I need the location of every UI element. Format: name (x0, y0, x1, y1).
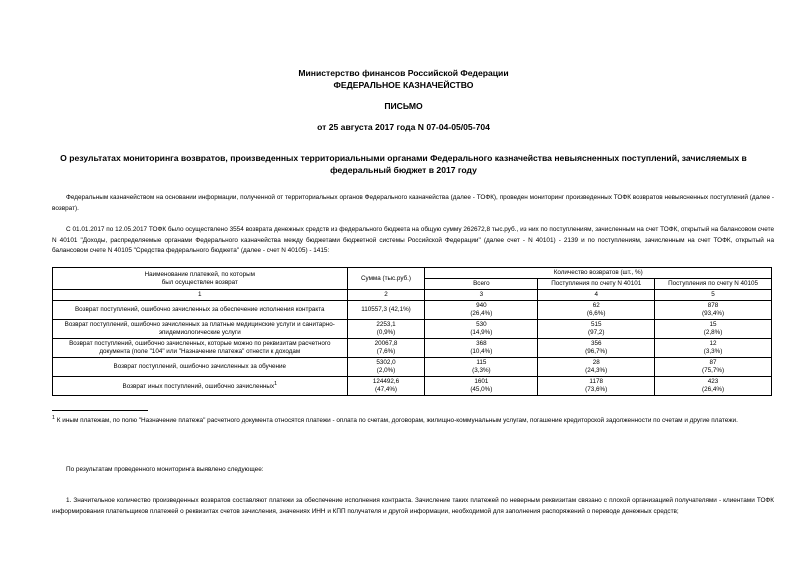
row-40101-value: 28 (592, 359, 600, 366)
row-sum-value: 5302,0 (376, 359, 396, 366)
header-treasury: ФЕДЕРАЛЬНОЕ КАЗНАЧЕЙСТВО (333, 80, 474, 90)
footnote-divider (52, 410, 148, 411)
row-40105-percent: (26,4%) (702, 386, 725, 393)
row-sum (347, 377, 425, 396)
row-total-percent: (26,4%) (470, 310, 493, 317)
row-total-percent: (10,4%) (470, 348, 493, 355)
doc-type: ПИСЬМО (384, 101, 423, 111)
row-40105 (655, 377, 772, 396)
row-total (425, 320, 538, 339)
table-numbers-row (53, 290, 772, 301)
col-header-sum: Сумма (тыс.руб.) (347, 268, 425, 290)
row-name: Возврат поступлений, ошибочно зачисленных, которые можно по реквизитам расчетного документа (поле "104" или "Назначение платежа" отнести к доходам (53, 339, 348, 358)
row-sum (347, 358, 425, 377)
row-40101-percent: (24,3%) (585, 367, 608, 374)
row-40101 (538, 377, 655, 396)
row-name: Возврат поступлений, ошибочно зачисленных за обучение (53, 358, 348, 377)
col-header-name-line1: Наименование платежей, по которым (144, 270, 255, 278)
row-total-value: 530 (476, 321, 487, 328)
row-40101-percent: (73,6%) (585, 386, 608, 393)
row-40105-value: 423 (707, 378, 719, 385)
col-header-40105: Поступления по счету N 40105 (655, 279, 772, 290)
row-40105 (655, 320, 772, 339)
row-40105-value: 15 (709, 321, 717, 328)
row-sum-value: 110557,3 (42,1%) (361, 306, 411, 313)
title-line-2: федеральный бюджет в 2017 году (330, 165, 477, 175)
row-40101 (538, 358, 655, 377)
title-line-1: О результатах мониторинга возвратов, произведенных территориальными органами Федерального казначейства невыясненных поступлений, зачисляемых в (60, 153, 747, 163)
row-sum-percent: (0,9%) (376, 329, 396, 336)
row-name-text: Возврат иных поступлений, ошибочно зачисленных (122, 383, 275, 391)
col-number: 1 (53, 290, 348, 301)
row-40105-percent: (93,4%) (702, 310, 725, 317)
col-number: 2 (347, 290, 425, 301)
row-40101-value: 515 (590, 321, 602, 328)
col-header-name (53, 268, 348, 290)
row-40105-value: 12 (709, 340, 717, 347)
row-sum-value: 124492,6 (372, 378, 400, 385)
row-40101-value: 356 (590, 340, 602, 347)
row-40101-percent: (6,6%) (586, 310, 606, 317)
row-total (425, 377, 538, 396)
row-name: Возврат поступлений, ошибочно зачисленных за обеспечение исполнения контракта (53, 301, 348, 320)
row-total-value: 115 (476, 359, 487, 366)
row-40101-value: 62 (592, 302, 600, 309)
row-total (425, 358, 538, 377)
footnote-mark: 1 (52, 415, 55, 421)
row-sum (347, 339, 425, 358)
row-total-percent: (45,0%) (470, 386, 493, 393)
col-header-total: Всего (425, 279, 538, 290)
row-40105 (655, 339, 772, 358)
col-number: 5 (655, 290, 772, 301)
paragraph-intro: Федеральным казначейством на основании информации, полученной от территориальных органов Федерального казначейства (далее - ТОФК), проведен мониторинг произведенных ТОФК возвратов невыясненных поступлений (далее - возврат). (52, 194, 774, 212)
row-40101-value: 1178 (589, 378, 603, 385)
row-total-value: 368 (476, 340, 487, 347)
row-total (425, 339, 538, 358)
col-number: 3 (425, 290, 538, 301)
footnote-ref[interactable]: 1 (274, 381, 278, 388)
row-40101-percent: (96,7%) (585, 348, 608, 355)
row-40105 (655, 358, 772, 377)
row-40105-percent: (75,7%) (702, 367, 725, 374)
footnote-text: К иным платежам, по полю "Назначение платежа" расчетного документа относятся платежи - оплата по счетам, договорам, жилищно-коммунальным услугам, погашение кредиторской задолженности по счетам и другие платежи. (56, 417, 738, 425)
row-sum-percent: (47,4%) (374, 386, 398, 393)
doc-date: от 25 августа 2017 года N 07-04-05/05-704 (317, 122, 490, 132)
footnote (52, 413, 774, 427)
row-sum-value: 20067,8 (374, 340, 398, 347)
row-40105-value: 878 (707, 302, 719, 309)
row-40105-percent: (3,3%) (703, 348, 723, 355)
row-40101 (538, 339, 655, 358)
returns-table (52, 267, 772, 396)
col-header-count: Количество возвратов (шт., %) (425, 268, 772, 279)
row-name: Возврат поступлений, ошибочно зачисленных за платные медицинские услуги и санитарно-эпидемиологические услуги (53, 320, 348, 339)
row-total-value: 940 (476, 302, 487, 309)
table-row (53, 301, 772, 320)
page-title (40, 152, 767, 176)
header-ministry: Министерство финансов Российской Федерации (298, 68, 509, 78)
table-row (53, 377, 772, 396)
col-header-name-line2: был осуществлен возврат (161, 278, 238, 286)
row-sum-percent: (2,0%) (376, 367, 396, 374)
row-40101 (538, 320, 655, 339)
row-40105-value: 87 (709, 359, 717, 366)
row-total (425, 301, 538, 320)
row-total-value: 1601 (474, 378, 489, 385)
table-row (53, 339, 772, 358)
row-40101 (538, 301, 655, 320)
row-sum (347, 320, 425, 339)
row-sum-percent: (7,6%) (376, 348, 396, 355)
table-row (53, 358, 772, 377)
results-intro: По результатам проведенного мониторинга выявлено следующее: (66, 466, 264, 473)
row-total-percent: (3,3%) (472, 367, 491, 374)
row-name (53, 377, 348, 396)
row-40105-percent: (2,8%) (703, 329, 723, 336)
row-sum-value: 2253,1 (376, 321, 396, 328)
row-40105 (655, 301, 772, 320)
row-40101-percent: (97,2) (587, 329, 605, 336)
col-header-40101: Поступления по счету N 40101 (538, 279, 655, 290)
paragraph-stats: С 01.01.2017 по 12.05.2017 ТОФК было осуществлено 3554 возврата денежных средств из федерального бюджета на общую сумму 262672,8 тыс.руб., из них по поступлениям, зачисленным на счет ТОФК, открытый на балансовом счете N 40101 "Доходы, распределяемые органами Федерального казначейства между бюджетами бюджетной системы Российской Федерации" (далее счет - N 40101) - 2139 и по поступлениям, зачисленным на счет ТОФК, открытый на балансовом счете N 40105 "Средства федерального бюджета" (далее - счет N 40105) - 1415: (52, 226, 774, 254)
row-sum (347, 301, 425, 320)
table-header-row (53, 268, 772, 279)
col-number: 4 (538, 290, 655, 301)
row-total-percent: (14,9%) (470, 329, 493, 336)
result-item-1: 1. Значительное количество произведенных возвратов составляют платежи за обеспечение исполнения контракта. Зачисление таких платежей по неверным реквизитам связано с плохой организацией получателями - клиентами ТОФК информирования плательщиков платежей о реквизитах счетов зачисления, значениях ИНН и КПП получателя и другой информации, необходимой для заполнения распоряжений о переводе денежных средств; (52, 497, 774, 515)
table-row (53, 320, 772, 339)
